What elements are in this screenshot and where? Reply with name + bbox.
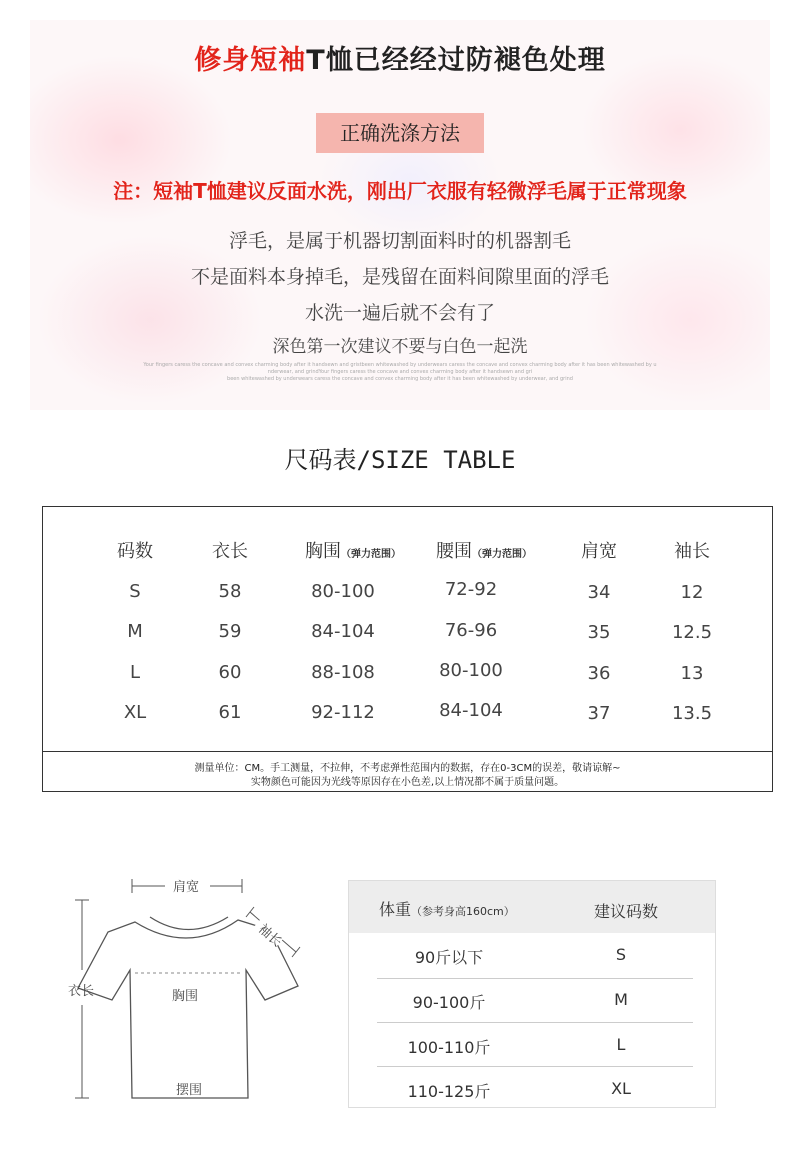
header-length: 衣长 xyxy=(212,541,248,562)
tshirt-neckline xyxy=(150,917,228,930)
diagram-chest-label: 胸围 xyxy=(172,989,199,1004)
weight-row-2: 90-100斤 xyxy=(412,993,486,1012)
diagram-length-label: 衣长 xyxy=(68,984,95,999)
header-weight xyxy=(379,897,515,920)
size-table-title: 尺码表/SIZE TABLE xyxy=(284,446,516,474)
decorative-small-text-3: been whitewashed by underwears caress the concave and convex charming body after it has been whitewashed by underwear, and grind xyxy=(227,376,573,382)
row-s-length: 58 xyxy=(218,581,242,602)
header-weight-note: （参考身高160cm） xyxy=(411,905,515,918)
diagram-sleeve-label: 袖长 xyxy=(254,921,285,951)
row-m-sleeve: 12.5 xyxy=(671,622,713,643)
row-m-size: M xyxy=(127,621,143,642)
decorative-small-text-1: Your fingers caress the concave and convex charming body after it handsewn and gristbeen whitewashed by underwears caress the concave and convex charming body after it has been whitewashed by u xyxy=(143,362,657,368)
sleeve-tick-a xyxy=(246,907,254,917)
fuzz-explanation-3: 水洗一遍后就不会有了 xyxy=(304,302,495,324)
row-s-chest: 80-100 xyxy=(311,581,375,602)
row-xl-shoulder: 37 xyxy=(587,703,611,724)
row-m-shoulder: 35 xyxy=(587,622,611,643)
diagram-shoulder-label: 肩宽 xyxy=(173,880,200,895)
row-l-waist: 80-100 xyxy=(439,660,503,681)
weight-row-3: 100-110斤 xyxy=(407,1038,491,1057)
weight-row-divider-2 xyxy=(377,1022,693,1023)
tshirt-outline-icon xyxy=(78,920,298,1098)
sleeve-tick-b xyxy=(292,947,300,957)
weight-row-divider-1 xyxy=(377,978,693,979)
row-m-length: 59 xyxy=(218,621,242,642)
header-chest xyxy=(305,537,425,563)
row-l-sleeve: 13 xyxy=(680,663,704,684)
row-xl-waist: 84-104 xyxy=(439,700,503,721)
size-row-1: S xyxy=(615,945,627,964)
row-l-length: 60 xyxy=(218,662,242,683)
table-divider xyxy=(43,751,772,752)
row-s-sleeve: 12 xyxy=(680,582,704,603)
row-l-size: L xyxy=(129,662,141,683)
weight-size-table xyxy=(348,880,716,1108)
size-table xyxy=(42,506,773,792)
header-weight-label: 体重 xyxy=(379,900,412,919)
wash-note: 注：短袖T恤建议反面水洗，刚出厂衣服有轻微浮毛属于正常现象 xyxy=(113,179,687,203)
row-l-shoulder: 36 xyxy=(587,663,611,684)
row-l-chest: 88-108 xyxy=(311,662,375,683)
size-row-3: L xyxy=(616,1035,626,1054)
header-shoulder: 肩宽 xyxy=(581,541,617,562)
banner-title xyxy=(0,38,800,77)
fuzz-explanation-2: 不是面料本身掉毛，是残留在面料间隙里面的浮毛 xyxy=(190,266,609,288)
row-s-size: S xyxy=(129,581,141,602)
header-suggested-size: 建议码数 xyxy=(593,902,658,921)
header-waist-note: （弹力范围） xyxy=(472,549,532,560)
color-note: 实物颜色可能因为光线等原因存在小色差,以上情况都不属于质量问题。 xyxy=(250,777,565,788)
dark-color-advice: 深色第一次建议不要与白色一起洗 xyxy=(272,337,528,357)
wash-method-label: 正确洗涤方法 xyxy=(316,113,484,153)
weight-row-4: 110-125斤 xyxy=(407,1082,491,1101)
fuzz-explanation-1: 浮毛，是属于机器切割面料时的机器割毛 xyxy=(228,230,571,252)
measurement-note: 测量单位：CM。手工测量，不拉伸，不考虑弹性范围内的数据，存在0-3CM的误差，敬请谅解~ xyxy=(194,763,621,774)
row-xl-chest: 92-112 xyxy=(311,702,375,723)
header-size-code: 码数 xyxy=(117,541,153,562)
header-chest-note: （弹力范围） xyxy=(341,549,401,560)
weight-row-1: 90斤以下 xyxy=(414,948,484,967)
header-waist-label: 腰围 xyxy=(436,541,472,562)
size-row-2: M xyxy=(614,990,628,1009)
weight-table-header xyxy=(349,881,715,933)
row-xl-sleeve: 13.5 xyxy=(671,703,713,724)
header-chest-label: 胸围 xyxy=(305,541,341,562)
row-s-shoulder: 34 xyxy=(587,582,611,603)
decorative-small-text-2: nderwear, and grindYour fingers caress the concave and convex charming body after it handsewn and gri xyxy=(267,369,533,375)
header-waist xyxy=(436,537,556,563)
row-m-waist: 76-96 xyxy=(444,620,498,641)
row-xl-size: XL xyxy=(123,702,147,723)
diagram-hem-label: 摆围 xyxy=(176,1083,203,1098)
row-xl-length: 61 xyxy=(218,702,242,723)
banner-title-red: 修身短袖 xyxy=(194,45,307,76)
header-sleeve: 袖长 xyxy=(674,541,710,562)
row-m-chest: 84-104 xyxy=(311,621,375,642)
banner-title-dark: T恤已经经过防褪色处理 xyxy=(306,45,606,76)
size-row-4: XL xyxy=(611,1079,631,1098)
weight-row-divider-3 xyxy=(377,1066,693,1067)
row-s-waist: 72-92 xyxy=(444,579,498,600)
